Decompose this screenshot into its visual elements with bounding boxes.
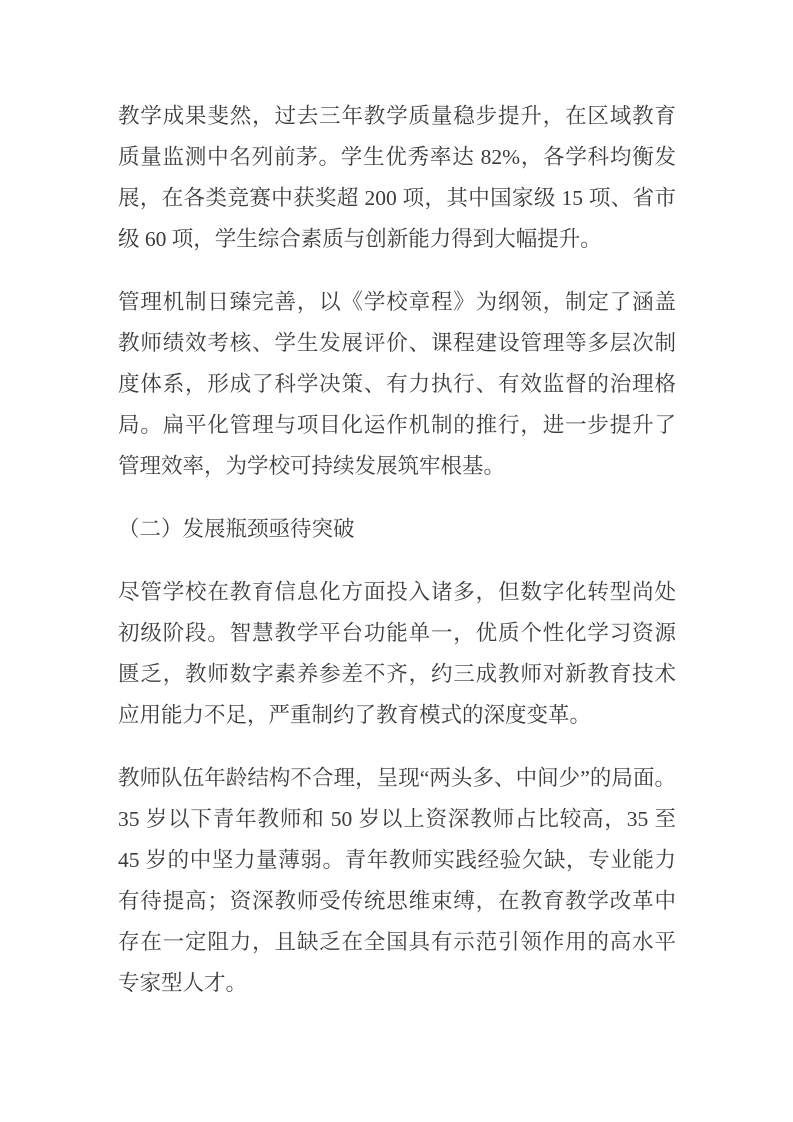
paragraph-management-mechanism: 管理机制日臻完善，以《学校章程》为纲领，制定了涵盖教师绩效考核、学生发展评价、课程建设管理等多层次制度体系，形成了科学决策、有力执行、有效监督的治理格局。扁平化管理与项目化运作机制的推行，进一步提升了管理效率，为学校可持续发展筑牢根基。 — [118, 290, 676, 478]
paragraph-teaching-achievements: 教学成果斐然，过去三年教学质量稳步提升，在区域教育质量监测中名列前茅。学生优秀率达 82%，各学科均衡发展，在各类竞赛中获奖超 200 项，其中国家级 15 项、省市级 60 项，学生综合素质与创新能力得到大幅提升。 — [118, 104, 676, 251]
paragraph-digital-transformation: 尽管学校在教育信息化方面投入诸多，但数字化转型尚处初级阶段。智慧教学平台功能单一，优质个性化学习资源匮乏，教师数字素养参差不齐，约三成教师对新教育技术应用能力不足，严重制约了教育模式的深度变革。 — [118, 580, 676, 727]
paragraph-teacher-age-structure: 教师队伍年龄结构不合理，呈现“两头多、中间少”的局面。35 岁以下青年教师和 50 岁以上资深教师占比较高，35 至 45 岁的中坚力量薄弱。青年教师实践经验欠缺，专业能力有待提高；资深教师受传统思维束缚，在教育教学改革中存在一定阻力，且缺乏在全国具有示范引领作用的高水平专家型人才。 — [118, 766, 676, 995]
section-heading-development-bottleneck: （二）发展瓶颈亟待突破 — [118, 517, 355, 541]
